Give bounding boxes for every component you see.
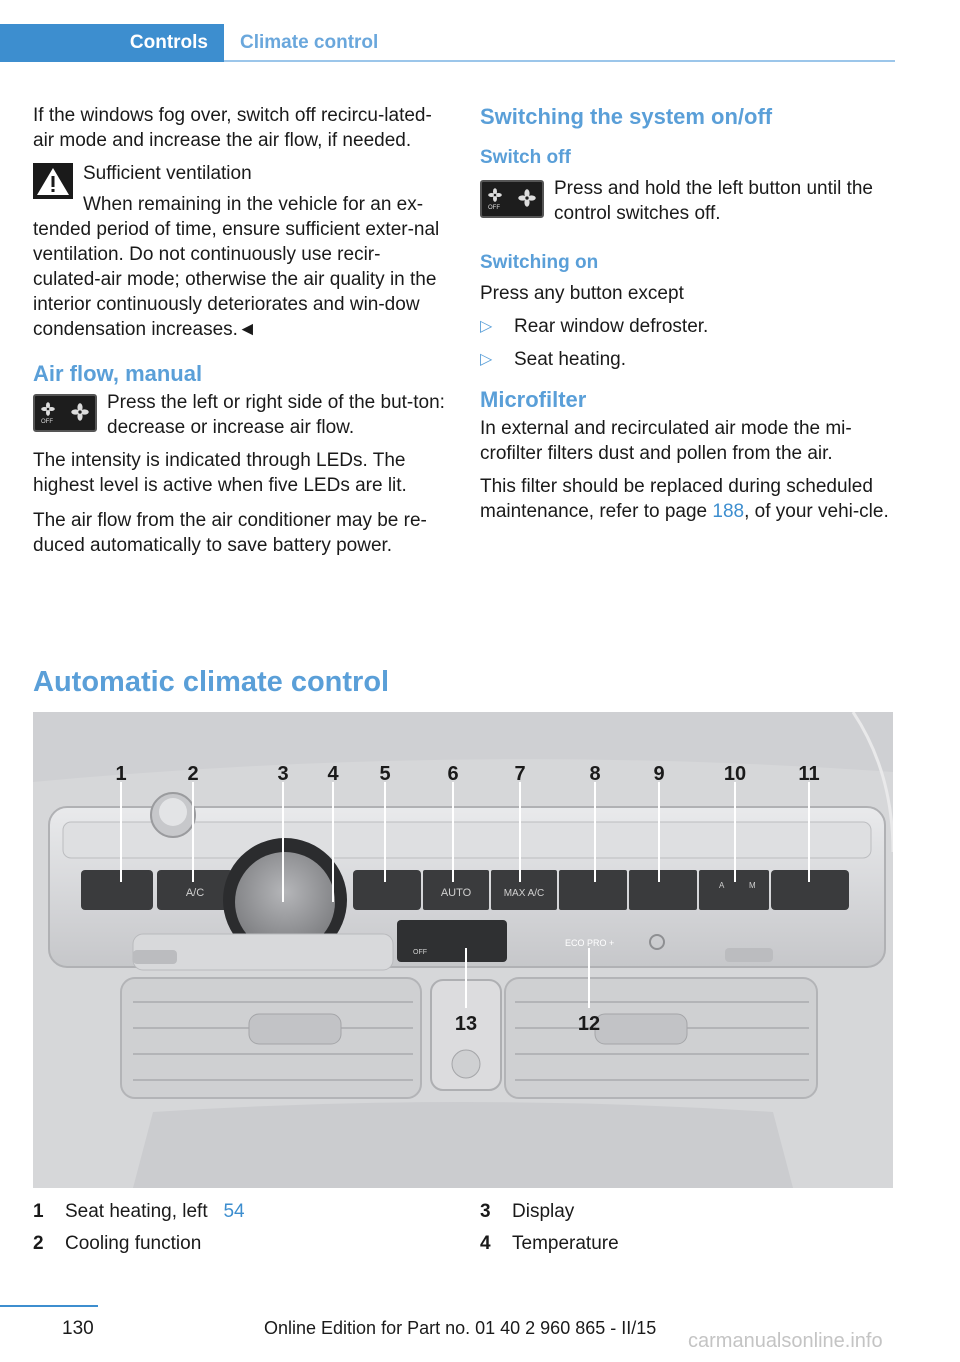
page-link-188[interactable]: 188 [712, 501, 745, 522]
warning-text: When remaining in the vehicle for an ex-tended period of time, ensure sufficient exter-nal ventilation. Do not continuously use recir-culated-air mode; otherwise the air quality in the interior continuously deteriorates and win-dow condensation increases.◄ [33, 194, 440, 340]
callout-6: 6 [447, 763, 459, 785]
microfilter-heading: Microfilter [480, 387, 587, 412]
tab-controls[interactable]: Controls [0, 24, 224, 62]
list-item: ▷ Rear window defroster. [480, 316, 709, 337]
right-column [480, 103, 898, 532]
m-label: M [749, 881, 756, 890]
fan-icon-large [518, 189, 536, 207]
airflow-heading: Air flow, manual [33, 361, 203, 386]
switch-off-block [480, 176, 898, 232]
switch-on-text: Press any button except [480, 283, 684, 304]
switch-off-heading: Switch off [480, 147, 571, 168]
callout-4: 4 [327, 763, 339, 785]
max-ac-button-label: MAX A/C [503, 888, 545, 899]
airflow-leds-text: The intensity is indicated through LEDs. The highest level is active when five LEDs are lit. [33, 450, 407, 496]
triangle-bullet-icon: ▷ [480, 351, 493, 368]
figure-legend-right [480, 1196, 898, 1260]
callout-8: 8 [589, 763, 601, 785]
a-label: A [719, 881, 725, 890]
fan-off-label: OFF [413, 949, 427, 956]
callout-12: 12 [577, 1013, 601, 1035]
triangle-bullet-icon: ▷ [480, 318, 493, 335]
switch-off-text: Press and hold the left button until the control switches off. [554, 178, 873, 224]
tab-climate-control[interactable]: Climate control [240, 32, 379, 53]
left-column [33, 103, 448, 566]
ac-button-label: A/C [185, 887, 205, 899]
callout-9: 9 [653, 763, 665, 785]
airflow-press-block [33, 390, 448, 440]
fan-icon [41, 402, 55, 416]
airflow-battery-text: The air flow from the air conditioner may be re-duced automatically to save battery power. [33, 510, 427, 556]
footer-divider [0, 1305, 98, 1307]
callout-1: 1 [115, 763, 127, 785]
callout-3: 3 [277, 763, 289, 785]
section-heading: Automatic climate control [33, 666, 390, 698]
system-heading: Switching the system on/off [480, 104, 773, 129]
callout-5: 5 [379, 763, 391, 785]
callout-11: 11 [798, 763, 820, 785]
microfilter-text-1: In external and recirculated air mode the mi-crofilter filters dust and pollen from the air. [480, 418, 852, 464]
fan-icon-large [71, 403, 89, 421]
fan-icon [488, 188, 502, 202]
callout-13: 13 [454, 1013, 478, 1035]
legend-item: 2 Cooling function [33, 1233, 202, 1254]
climate-panel-illustration [33, 712, 893, 1188]
off-label: OFF [41, 418, 53, 425]
list-item: ▷ Seat heating. [480, 349, 626, 370]
auto-button-label: AUTO [440, 887, 472, 899]
intro-paragraph: If the windows fog over, switch off recircu-lated-air mode and increase the air flow, if needed. [33, 105, 432, 151]
airflow-press-text: Press the left or right side of the but-ton: decrease or increase air flow. [107, 392, 445, 438]
callout-10: 10 [723, 763, 747, 785]
fan-off-button-icon [33, 394, 97, 432]
header-divider [224, 60, 895, 62]
figure-legend-left [33, 1196, 453, 1260]
warning-block [33, 161, 448, 186]
callout-2: 2 [187, 763, 199, 785]
off-label: OFF [488, 204, 500, 211]
edition-text: Online Edition for Part no. 01 40 2 960 865 - II/15 [264, 1318, 657, 1338]
climate-control-figure [33, 712, 893, 1188]
button-row [81, 870, 849, 910]
switch-on-heading: Switching on [480, 252, 599, 273]
eco-pro-label: ECO PRO + [565, 938, 615, 948]
page-number: 130 [62, 1318, 94, 1339]
legend-item: 3 Display [480, 1201, 575, 1222]
page-header [0, 24, 895, 62]
microfilter-text-2: This filter should be replaced during scheduled maintenance, refer to page 188, of your vehi-cle. [480, 476, 889, 522]
legend-item: 4 Temperature [480, 1233, 619, 1254]
watermark: carmanualsonline.info [688, 1330, 883, 1352]
legend-item: 1 Seat heating, left 54 [33, 1201, 245, 1222]
fan-off-button-icon [480, 180, 544, 218]
callout-7: 7 [514, 763, 526, 785]
warning-title: Sufficient ventilation [83, 163, 252, 184]
page-link-54[interactable]: 54 [223, 1201, 245, 1222]
warning-triangle-icon [33, 163, 73, 199]
